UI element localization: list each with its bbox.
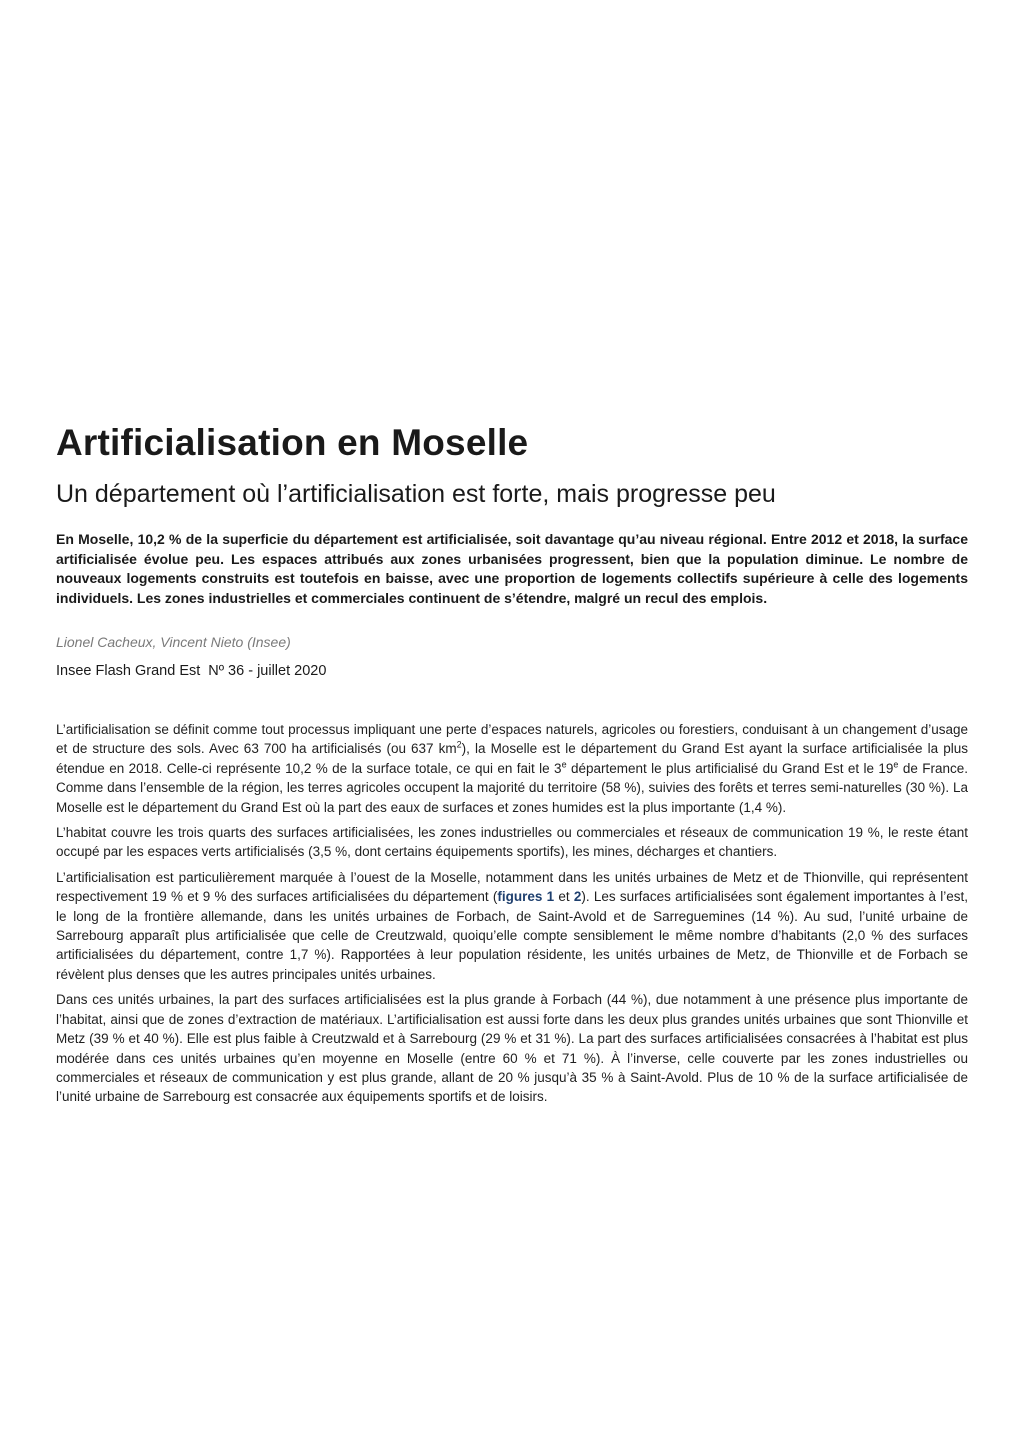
article [56, 420, 968, 1113]
article-body [56, 720, 968, 1107]
body-paragraph-1 [56, 720, 968, 817]
paragraph-text: et [554, 889, 574, 905]
paragraph-text: ). Les surfaces artificialisées sont également importantes à l’est, le long de la frontière allemande, dans les unités urbaines de Forbach, de Saint-Avold et de Sarreguemines (14 %). Au sud, l’unité urbaine de Sarrebourg apparaît plus artificialisée que celle de Creutzwald, quoiqu’elle compte sensiblement le même nombre d’habitants (2,0 % des surfaces artificialisées du département, contre 1,7 %). Rapportées à leur population résidente, les unités urbaines de Metz, de Thionville et de Forbach se révèlent plus denses que les autres principales unités urbaines. [56, 889, 968, 982]
body-paragraph-4: Dans ces unités urbaines, la part des surfaces artificialisées est la plus grande à Forbach (44 %), due notamment à une présence plus importante de l’habitat, ainsi que de zones d’extraction de matériaux. L’artificialisation est aussi forte dans les deux plus grandes unités urbaines que sont Thionville et Metz (39 % et 40 %). Elle est plus faible à Creutzwald et à Sarrebourg (29 % et 31 %). La part des surfaces artificialisées consacrées à l’habitat est plus modérée dans ces unités urbaines qu’en moyenne en Moselle (entre 60 % et 71 %). À l’inverse, celle couverte par les zones industrielles ou commerciales et réseaux de communication y est plus grande, allant de 20 % jusqu’à 35 % à Saint-Avold. Plus de 10 % de la surface artificialisée de l’unité urbaine de Sarrebourg est consacrée aux équipements sportifs et de loisirs. [56, 992, 968, 1105]
superscript: 2 [456, 739, 462, 750]
paragraph-text: de France. Comme dans l’ensemble de la région, les terres agricoles occupent la majorité du territoire (58 %), suivies des forêts et terres semi-naturelles (30 %). La Moselle est le département du Grand Est où la part des eaux de surfaces et zones humides est la plus importante (1,4 %). [56, 760, 968, 815]
superscript: e [561, 759, 567, 770]
paragraph-text: département le plus artificialisé du Grand Est et le 19 [566, 760, 894, 776]
superscript: e [893, 759, 899, 770]
paragraph-text: L’artificialisation se définit comme tout processus impliquant une perte d’espaces naturels, agricoles ou forestiers, conduisant à un changement d’usage et de structure des sols. Avec 63 700 ha artificialisés (ou 637 km [56, 722, 968, 757]
figure-1-link[interactable]: figures 1 [497, 889, 555, 905]
figure-2-link[interactable]: 2 [573, 889, 582, 905]
publication-name: Insee Flash Grand Est [56, 663, 201, 679]
lead-paragraph: En Moselle, 10,2 % de la superficie du département est artificialisée, soit davantage qu’au niveau régional. Entre 2012 et 2018, la surface artificialisée évolue peu. Les espaces attribués aux zones urbanisées progressent, bien que la population diminue. Le nombre de nouveaux logements construits est toutefois en baisse, avec une proportion de logements collectifs supérieure à celle des logements individuels. Les zones industrielles et commerciales continuent de s’étendre, malgré un recul des emplois. [56, 531, 968, 606]
paragraph-text: L’artificialisation est particulièrement marquée à l’ouest de la Moselle, notamment dans les unités urbaines de Metz et de Thionville, qui représentent respectivement 19 % et 9 % des surfaces artificialisées du département ( [56, 869, 968, 905]
page-title: Artificialisation en Moselle [56, 422, 529, 463]
page-subtitle: Un département où l’artificialisation est forte, mais progresse peu [56, 480, 776, 508]
body-paragraph-2: L’habitat couvre les trois quarts des surfaces artificialisées, les zones industrielles ou commerciales et réseaux de communication 19 %, le reste étant occupé par les espaces verts artificialisés (3,5 %, dont certains équipements sportifs), les mines, décharges et chantiers. [56, 825, 968, 860]
publication-info [56, 660, 968, 682]
authors-line: Lionel Cacheux, Vincent Nieto (Insee) [56, 634, 291, 650]
paragraph-text: ), la Moselle est le département du Grand Est ayant la surface artificialisée la plus étendue en 2018. Celle-ci représente 10,2 % de la surface totale, ce qui en fait le 3 [56, 741, 968, 776]
body-paragraph-3 [56, 868, 968, 984]
publication-issue: Nº 36 - juillet 2020 [208, 663, 327, 679]
